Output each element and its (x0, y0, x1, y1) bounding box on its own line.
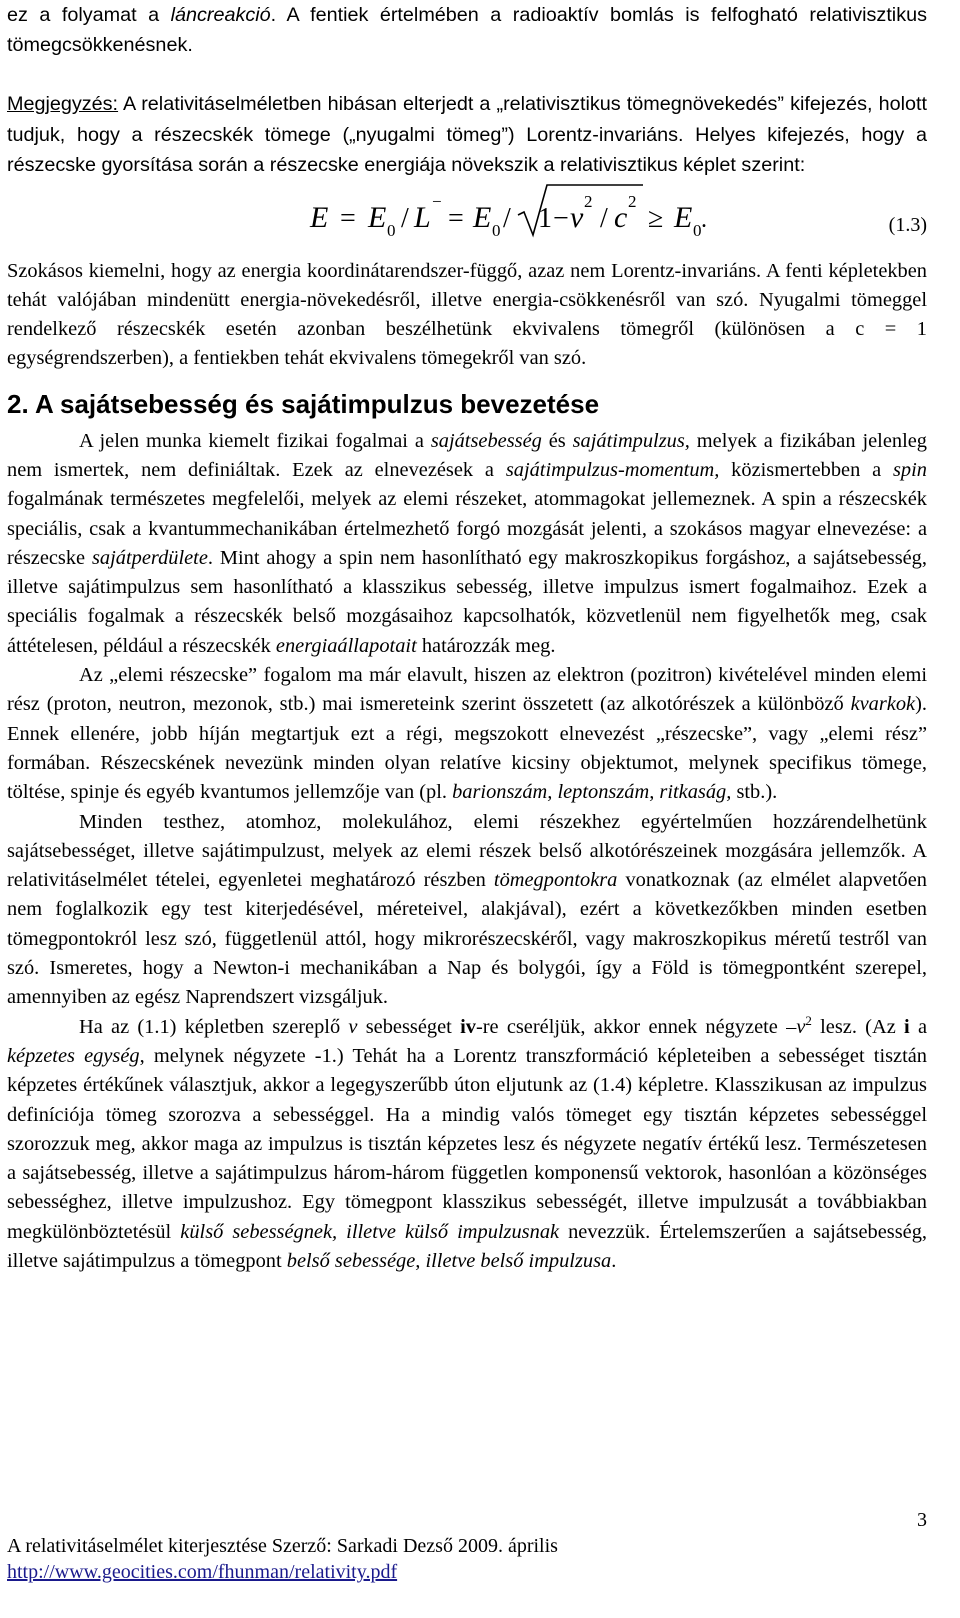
formula-exponent-2: 2 (584, 191, 593, 211)
formula-svg (7, 181, 927, 263)
footer-url-link[interactable]: http://www.geocities.com/fhunman/relativity.pdf (7, 1561, 398, 1583)
formula-slash-1: / (401, 202, 409, 234)
formula-symbol-E0-3: E (674, 200, 693, 234)
footer-citation: A relativitáselmélet kiterjesztése Szerző: Sarkadi Dezső 2009. április (7, 1535, 558, 1557)
formula-minus: − (553, 202, 569, 234)
formula-geq: ≥ (648, 202, 664, 234)
formula-symbol-v: v (570, 200, 584, 234)
formula-symbol-c: c (614, 200, 628, 234)
page-number: 3 (917, 1509, 927, 1531)
section-heading: 2. A sajátsebesség és sajátimpulzus bevezetése (7, 388, 600, 419)
note-paragraph: Megjegyzés: A relativitáselméletben hibásan elterjedt a „relativisztikus tömegnövekedés” kifejezés, holott tudjuk, hogy a részecskék tömege („nyugalmi tömeg”) Lorentz-invariáns. Helyes kifejezés, hogy a részecske gyorsítása során a részecske energiája növekszik a relativisztikus képlet szerint: (7, 93, 927, 176)
italic-term: láncreakció (170, 4, 271, 26)
section-paragraph-1: A jelen munka kiemelt fizikai fogalmai a sajátsebesség és sajátimpulzus, melyek a fizikában jelenleg nem ismertek, nem definiáltak. Ezek az elnevezések a sajátimpulzus-momentum, közismertebben a spin fogalmának természetes megfelelői, melyek az elemi részeket, atommagokat jellemeznek. A spin a részecskék speciális, csak a kvantummechanikában értelmezhető forgó mozgását jelenti, a szokásos magyar elnevezése: a részecske sajátperdülete. Mint ahogy a spin nem hasonlítható egy makroszkopikus forgáshoz, a sajátsebesség, illetve sajátimpulzus sem hasonlítható a klasszikus sebesség, illetve impulzus ismert fogalmaihoz. Ezek a speciális fogalmak a részecskék belső mozgásaihoz kapcsolhatók, közvetlenül nem figyelhetők meg, csak áttételesen, például a részecskék energiaállapotait határozzák meg. (7, 429, 927, 657)
section-paragraph-3: Minden testhez, atomhoz, molekulához, elemi részekhez egyértelműen hozzárendelhetünk sajátsebességet, illetve sajátimpulzust, melyek az elemi részek belső alkotórészeinek mozgására jellemzők. A relativitáselmélet tételei, egyenletei meghatározó részben tömegpontokra vonatkoznak (az elmélet alapvetően nem foglalkozik egy test kiterjedésével, méreteivel, alakjával), ezért a következőkben minden esetben tömegpontokról lesz szó, függetlenül attól, hogy mikrorészecskéről, vagy makroszkopikus méretű testről van szó. Ismeretes, hogy a Newton-i mechanikában a Nap és bolygói, így a Föld is tömegpontként szerepel, amennyiben az egész Naprendszert vizsgáljuk. (7, 810, 927, 1009)
formula-subscript-0-2: 0 (492, 220, 501, 240)
formula-symbol-E0-2: E (473, 200, 492, 234)
formula-superscript-minus: − (432, 191, 442, 211)
document-page (7, 0, 927, 1276)
formula-equals-2: = (448, 202, 464, 234)
formula-equals-1: = (340, 202, 356, 234)
formula-exponent-2b: 2 (628, 191, 637, 211)
formula-number: (1.3) (888, 213, 927, 236)
note-label: Megjegyzés: (7, 93, 119, 115)
intro-paragraph: ez a folyamat a láncreakció. A fentiek értelmében a radioaktív bomlás is felfogható relativisztikus tömegcsökkenésnek. (7, 4, 927, 56)
formula-period: . (701, 206, 707, 233)
formula-one: 1 (538, 202, 552, 234)
formula-slash-2: / (503, 202, 511, 234)
section-paragraph-4: Ha az (1.1) képletben szereplő v sebességet iv-re cseréljük, akkor ennek négyzete $-v^2$ lesz. (Az i a képzetes egység, melynek négyzete -1.) Tehát ha a Lorentz transzformáció képleteiben a sebességet tisztán képzetes értékűnek választjuk, akkor a legegyszerűbb úton eljutunk az (1.4) képletre. Klasszikusan az impulzus definíciója tömeg szorozva a sebességgel. Ha a mindig valós tömeget egy tisztán képzetes sebességgel szorozzuk meg, akkor maga az impulzus is tisztán képzetes lesz és négyzete negatív értékű lesz. Természetesen a sajátsebesség, illetve a sajátimpulzus három-három független komponensű vektorok, hasonlóan a közönséges sebességhez, illetve impulzushoz. Egy tömegpont klasszikus sebességét, illetve impulzusát a továbbiakban megkülönböztetésül külső sebességnek, illetve külső impulzusnak nevezzük. Értelemszerűen a sajátsebesség, illetve sajátimpulzus a tömegpont belső sebessége, illetve belső impulzusa. (7, 1012, 928, 1272)
formula-1-3 (7, 181, 927, 263)
formula-slash-3: / (600, 202, 608, 234)
formula-symbol-L: L (414, 200, 431, 234)
formula-subscript-0-3: 0 (693, 220, 702, 240)
formula-subscript-0: 0 (387, 220, 396, 240)
formula-symbol-E: E (310, 200, 329, 234)
formula-symbol-E0: E (368, 200, 387, 234)
section-paragraph-2: Az „elemi részecske” fogalom ma már elavult, hiszen az elektron (pozitron) kivételével minden elemi rész (proton, neutron, mezonok, stb.) mai ismereteink szerint összetett (az alkotórészek a különböző kvarkok). Ennek ellenére, jobb híján megtartjuk ezt a régi, megszokott elnevezést „részecske”, vagy „elemi rész” formában. Részecskének nevezünk minden olyan relatíve kicsiny objektumot, melynek specifikus tömege, töltése, spinje és egyéb kvantumos jellemzője van (pl. barionszám, leptonszám, ritkaság, stb.). (7, 664, 927, 804)
after-formula-paragraph: Szokásos kiemelni, hogy az energia koordinátarendszer-függő, azaz nem Lorentz-invariáns. A fenti képletekben tehát valójában mindenütt energia-növekedésről, illetve energia-csökkenésről van szó. Nyugalmi tömeggel rendelkező részecskék esetén azonban beszélhetünk ekvivalens tömegről (különösen a c = 1 egységrendszerben), a fentiekben tehát ekvivalens tömegekről van szó. (7, 259, 927, 370)
